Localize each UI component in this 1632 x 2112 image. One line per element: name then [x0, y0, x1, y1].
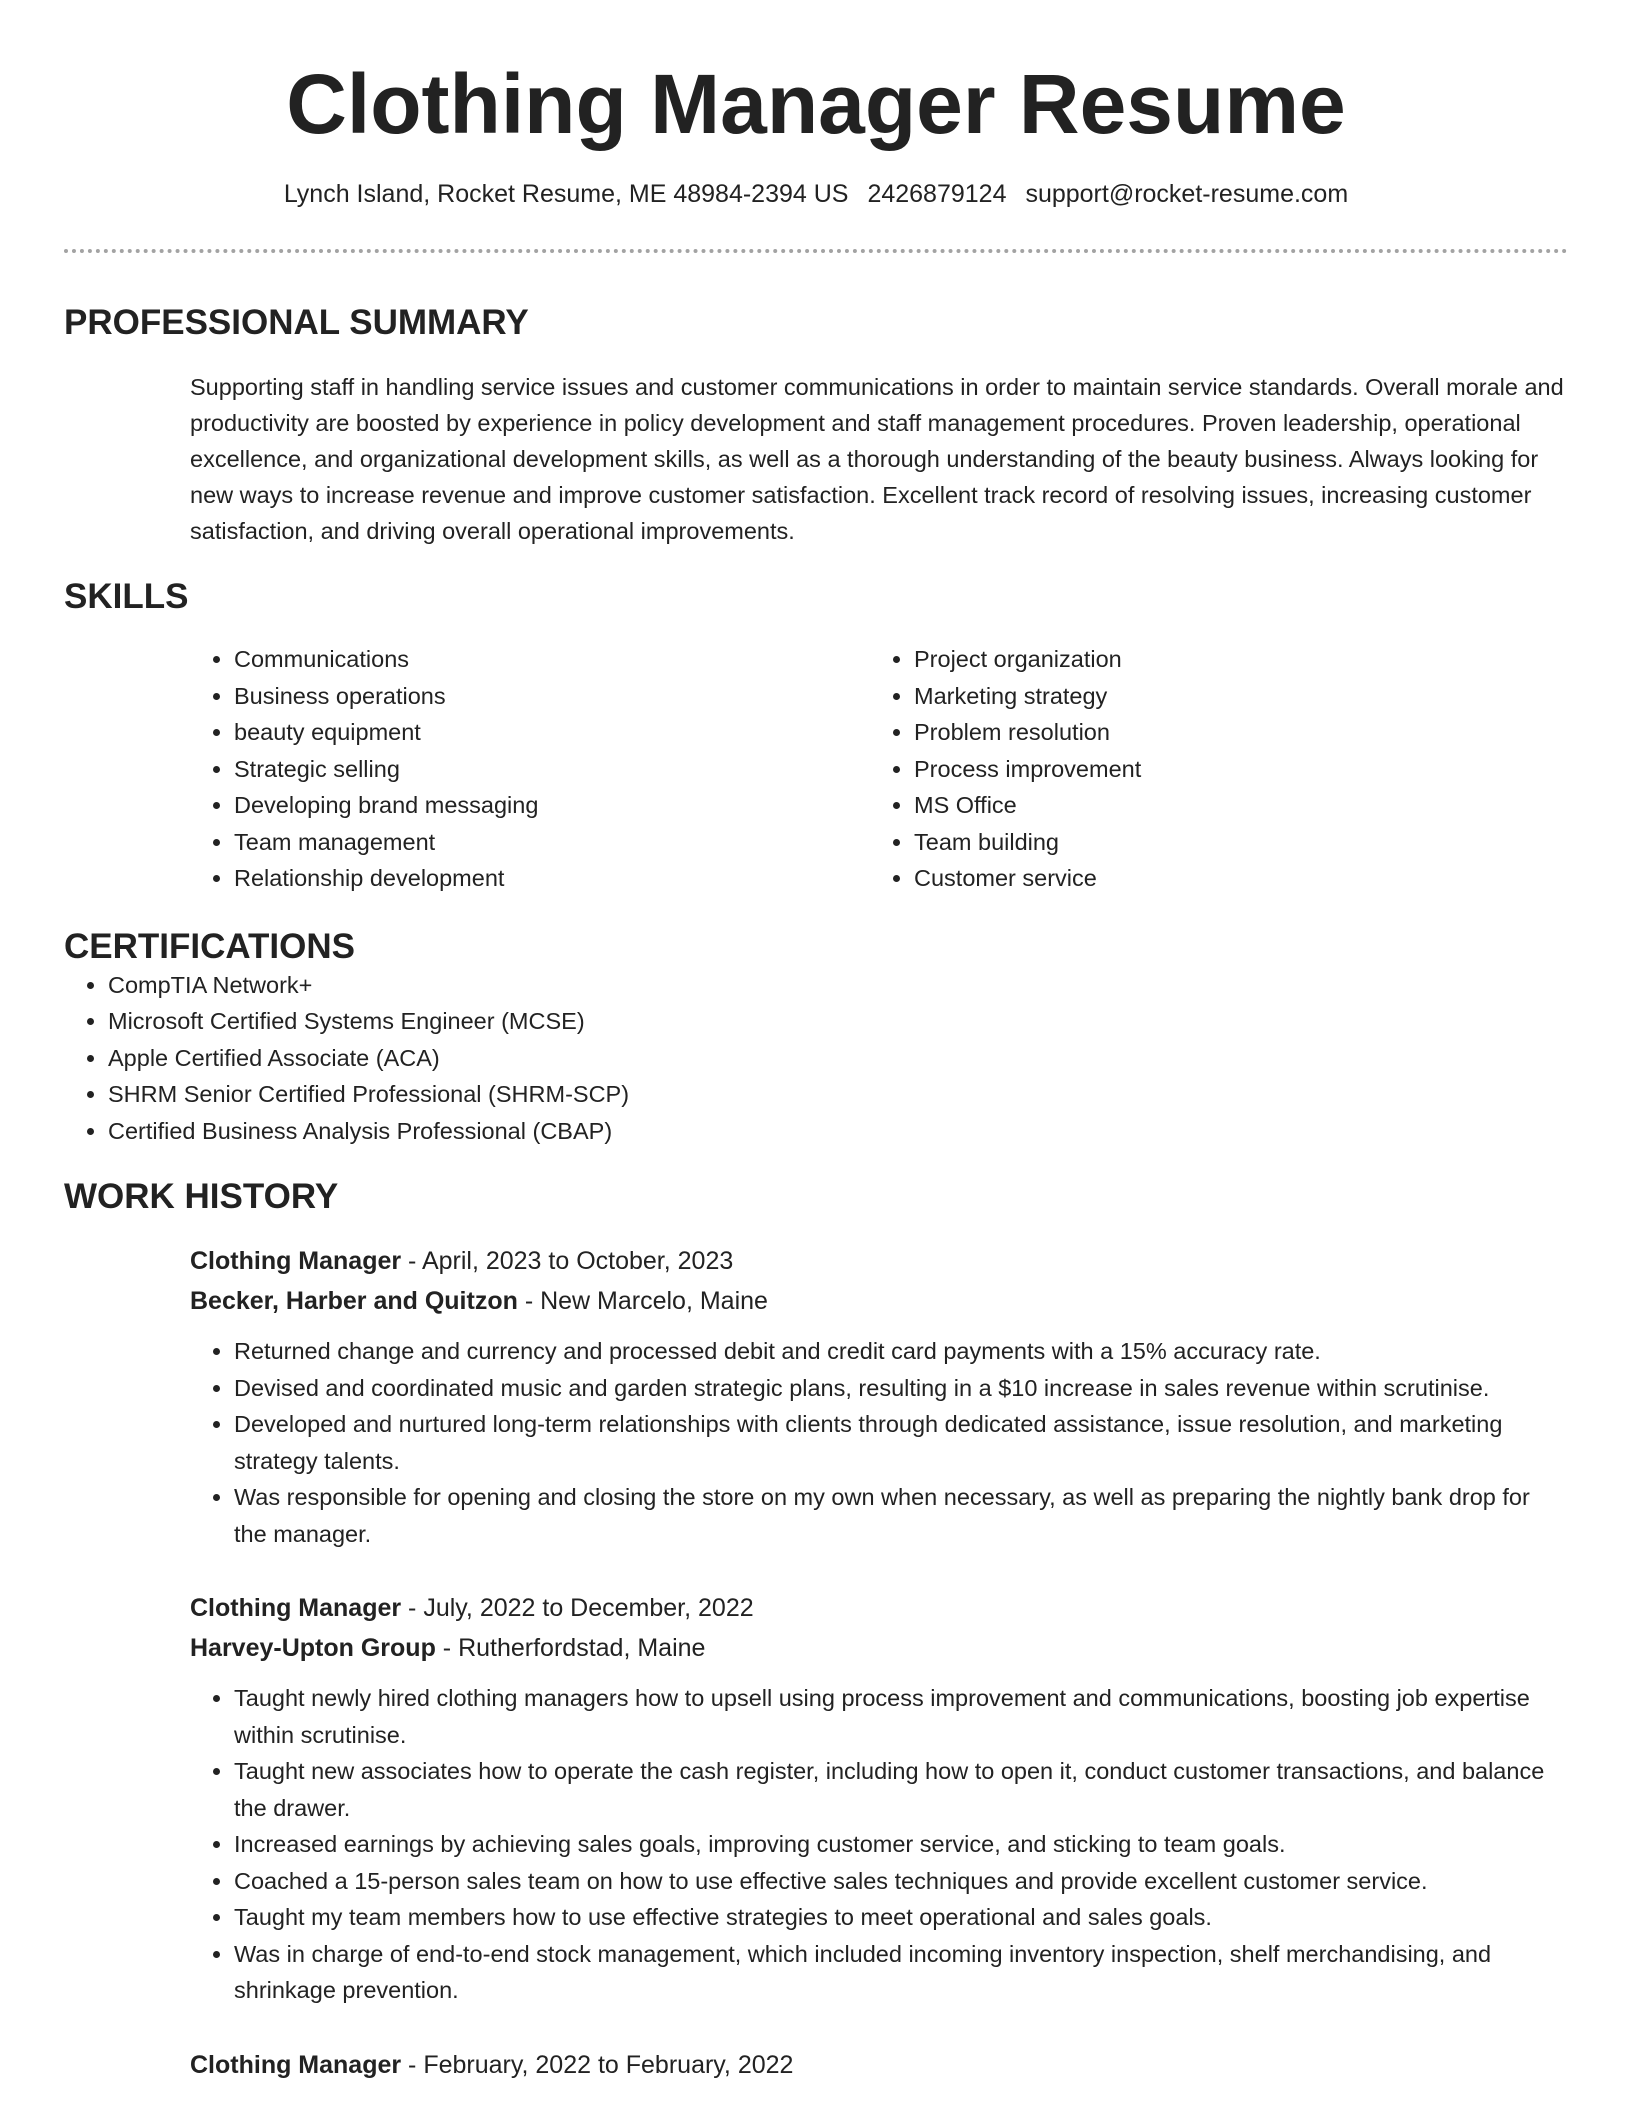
- job-company: Becker, Harber and Quitzon: [190, 1287, 518, 1316]
- job-duties-list: [190, 1333, 1568, 1552]
- job-entry: [190, 2045, 1568, 2085]
- summary-heading: PROFESSIONAL SUMMARY: [64, 303, 529, 343]
- job-title: Clothing Manager: [190, 1594, 402, 1623]
- certification-item: • Microsoft Certified Systems Engineer (MCSE): [108, 1003, 1568, 1040]
- job-duty: • Increased earnings by achieving sales goals, improving customer service, and sticking to team goals.: [234, 1826, 1568, 1863]
- job-title-line: [190, 1241, 1568, 1281]
- contact-email: support@rocket-resume.com: [1025, 180, 1349, 209]
- job-dates: - April, 2023 to October, 2023: [401, 1247, 734, 1276]
- contact-address: Lynch Island, Rocket Resume, ME 48984-2394 US: [283, 180, 849, 209]
- certification-item: • Apple Certified Associate (ACA): [108, 1040, 1568, 1077]
- job-duty: • Taught new associates how to operate the cash register, including how to open it, conduct customer transactions, and balance the drawer.: [234, 1753, 1568, 1826]
- job-duty: • Taught newly hired clothing managers how to upsell using process improvement and communications, boosting job expertise within scrutinise.: [234, 1680, 1568, 1753]
- skills-list-right: [870, 641, 1568, 897]
- job-duty: • Was responsible for opening and closing the store on my own when necessary, as well as preparing the nightly bank drop for the manager.: [234, 1479, 1568, 1552]
- certification-item: • SHRM Senior Certified Professional (SHRM-SCP): [108, 1076, 1568, 1113]
- job-location: - Rutherfordstad, Maine: [435, 1634, 706, 1663]
- skill-item: • MS Office: [914, 787, 1568, 824]
- skill-item: • Team management: [234, 824, 870, 861]
- skill-item: • Customer service: [914, 860, 1568, 897]
- job-location: - New Marcelo, Maine: [517, 1287, 768, 1316]
- skill-item: • Communications: [234, 641, 870, 678]
- summary-text: Supporting staff in handling service issues and customer communications in order to maintain service standards. Overall morale and productivity are boosted by experience in policy development and staff management procedures. Proven leadership, operational excellence, and organizational development skills, as well as a thorough understanding of the beauty business. Always looking for new ways to increase revenue and improve customer satisfaction. Excellent track record of resolving issues, increasing customer satisfaction, and driving overall operational improvements.: [190, 374, 1564, 545]
- contact-line: [64, 180, 1568, 209]
- job-title: Clothing Manager: [190, 1247, 402, 1276]
- skill-item: • beauty equipment: [234, 714, 870, 751]
- header-divider: [64, 249, 1568, 253]
- skills-heading: SKILLS: [64, 577, 189, 617]
- skills-grid: [190, 641, 1568, 897]
- job-duty: • Taught my team members how to use effective strategies to meet operational and sales goals.: [234, 1899, 1568, 1936]
- skill-item: • Relationship development: [234, 860, 870, 897]
- skill-item: • Strategic selling: [234, 751, 870, 788]
- job-company-line: [190, 1628, 1568, 1668]
- certification-item: • Certified Business Analysis Professional (CBAP): [108, 1113, 1568, 1150]
- job-duty: • Developed and nurtured long-term relationships with clients through dedicated assistance, issue resolution, and marketing strategy talents.: [234, 1406, 1568, 1479]
- job-company-line: [190, 1281, 1568, 1321]
- certification-item: • CompTIA Network+: [108, 967, 1568, 1004]
- certifications-list: [64, 967, 1568, 1150]
- job-duty: • Coached a 15-person sales team on how to use effective sales techniques and provide excellent customer service.: [234, 1863, 1568, 1900]
- skill-item: • Project organization: [914, 641, 1568, 678]
- resume-title: Clothing Manager Resume: [286, 57, 1346, 151]
- work-history-heading: WORK HISTORY: [64, 1177, 339, 1217]
- job-dates: - February, 2022 to February, 2022: [401, 2050, 794, 2079]
- contact-phone: 2426879124: [867, 180, 1007, 209]
- skill-item: • Developing brand messaging: [234, 787, 870, 824]
- skill-item: • Team building: [914, 824, 1568, 861]
- job-duty: • Was in charge of end-to-end stock management, which included incoming inventory inspection, shelf merchandising, and shrinkage prevention.: [234, 1936, 1568, 2009]
- skills-list-left: [190, 641, 870, 897]
- job-title-line: [190, 2045, 1568, 2085]
- job-duty: • Returned change and currency and processed debit and credit card payments with a 15% accuracy rate.: [234, 1333, 1568, 1370]
- job-dates: - July, 2022 to December, 2022: [401, 1594, 754, 1623]
- job-title-line: [190, 1588, 1568, 1628]
- skill-item: • Business operations: [234, 678, 870, 715]
- skill-item: • Marketing strategy: [914, 678, 1568, 715]
- job-entry: [190, 1241, 1568, 1552]
- skill-item: • Process improvement: [914, 751, 1568, 788]
- job-duties-list: [190, 1680, 1568, 2009]
- certifications-heading: CERTIFICATIONS: [64, 926, 356, 966]
- job-entry: [190, 1588, 1568, 2009]
- job-title: Clothing Manager: [190, 2050, 402, 2079]
- job-duty: • Devised and coordinated music and garden strategic plans, resulting in a $10 increase in sales revenue within scrutinise.: [234, 1370, 1568, 1407]
- job-company: Harvey-Upton Group: [190, 1634, 436, 1663]
- skill-item: • Problem resolution: [914, 714, 1568, 751]
